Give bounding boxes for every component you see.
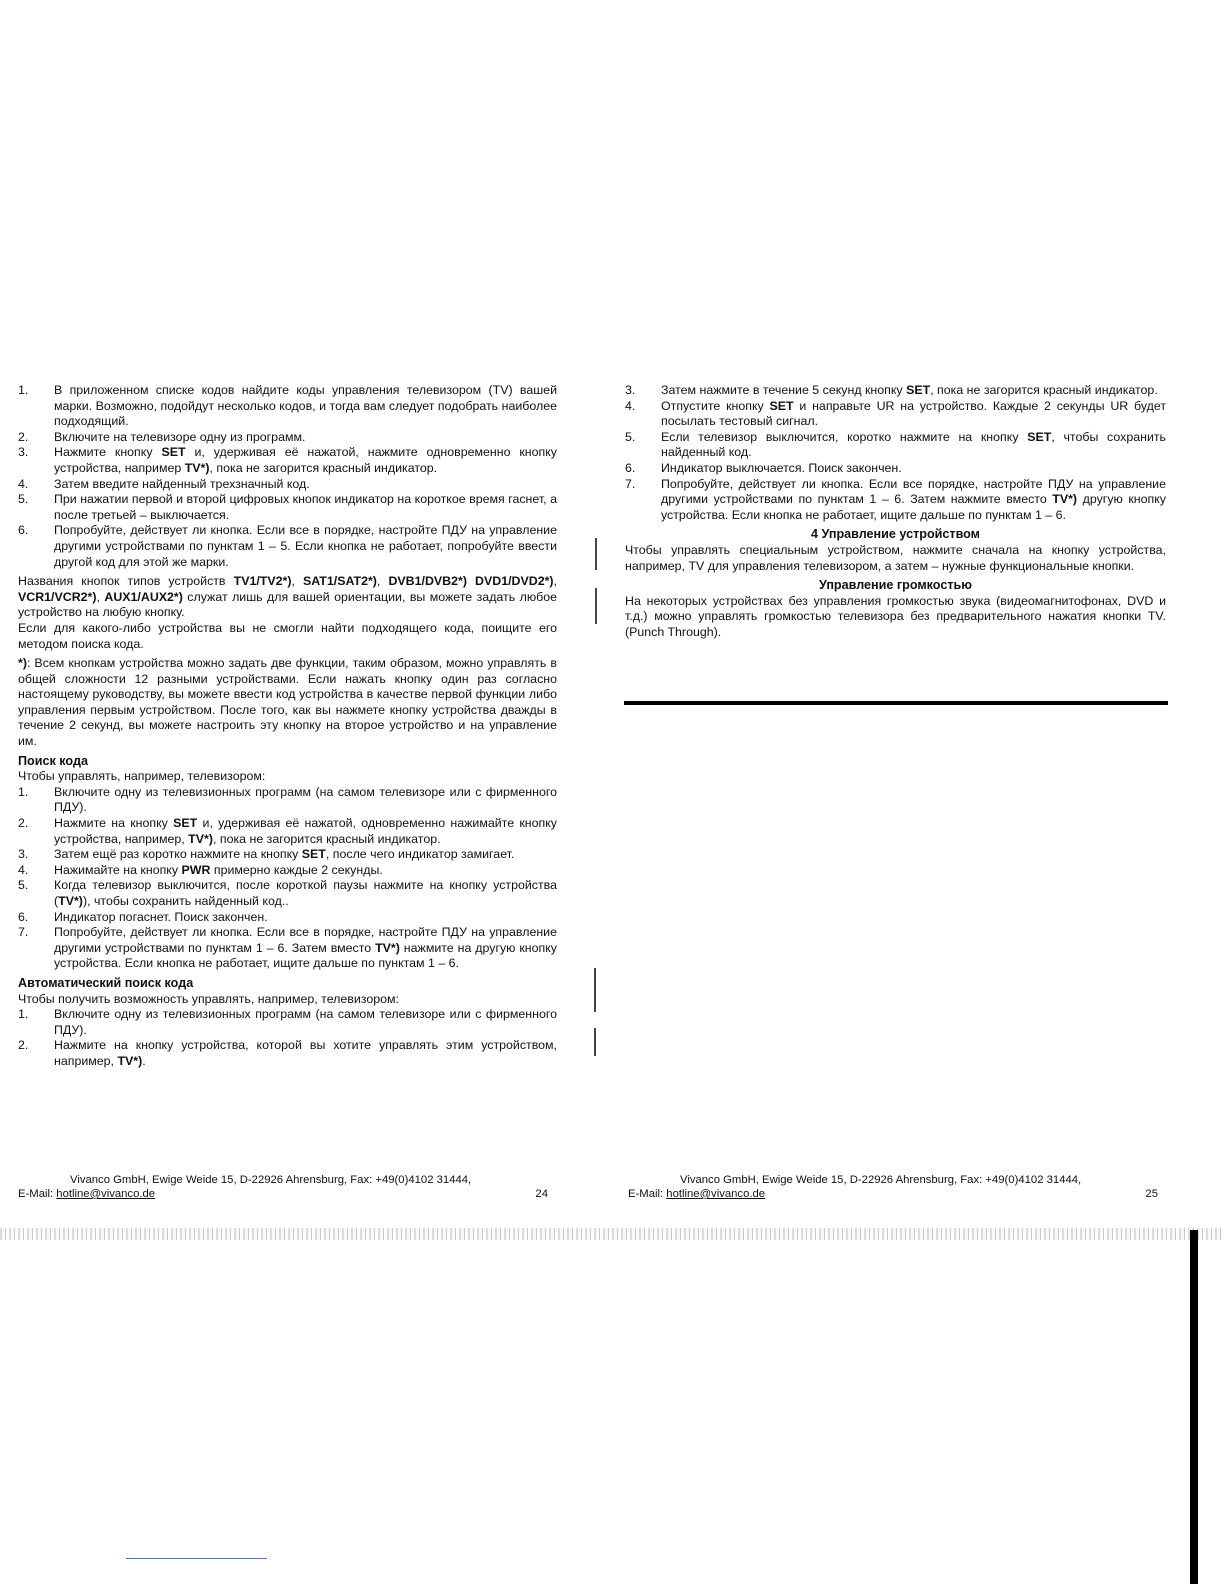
- section-heading-volume: Управление громкостью: [818, 578, 973, 593]
- list-item-text: Индикатор погаснет. Поиск закончен.: [54, 909, 268, 924]
- setup-steps-list: [18, 383, 557, 570]
- list-item-text: Попробуйте, действует ли кнопка. Если все порядке, настройте ПДУ на управление другими устройствами по пунктам 1 – 6. Затем нажмите вместо TV*) другую кнопку устройства. Если кнопка не работает, ищите дальше по пунктам 1 – 6.: [661, 476, 1166, 522]
- binding-mark: [594, 968, 596, 1012]
- binding-mark: [594, 1028, 596, 1056]
- list-item-text: Попробуйте, действует ли кнопка. Если все в порядке, настройте ПДУ на управление другими устройствами по пунктам 1 – 6. Затем вместо TV*) нажмите на другую кнопку устройства. Если кнопка не работает, ищите дальше по пунктам 1 – 6.: [54, 925, 557, 971]
- list-item-number: 6.: [18, 909, 29, 924]
- list-item-text: Нажмите на кнопку SET и, удерживая её нажатой, одновременно нажимайте кнопку устройства, например, TV*), пока не загорится красный индикатор.: [54, 816, 557, 846]
- footer-email-line: [18, 1187, 548, 1201]
- footer-right: [628, 1173, 1158, 1201]
- list-item-number: 2.: [18, 816, 29, 831]
- list-item: [18, 925, 557, 972]
- list-item-number: 3.: [18, 445, 29, 460]
- device-control-paragraph: Чтобы управлять специальным устройством, нажмите сначала на кнопку устройства, например, TV для управления телевизором, а затем – нужные функциональные кнопки.: [625, 542, 1166, 573]
- section-end-rule: [624, 701, 1168, 705]
- footer-left: [18, 1173, 548, 1201]
- list-item-text: Нажмите на кнопку устройства, которой вы хотите управлять этим устройством, например, TV*).: [54, 1038, 557, 1068]
- scan-blue-line: [126, 1558, 267, 1559]
- list-item-number: 5.: [625, 429, 636, 444]
- list-item-number: 1.: [18, 383, 29, 397]
- footnote-paragraph: *): Всем кнопкам устройства можно задать две функции, таким образом, можно управлять в общей сложности 12 разными устройствами. Если нажать кнопку один раз согласно настоящему руководству, вы можете ввести код устройства в качестве первой функции либо управления первым устройством. После того, как вы нажмете кнопку устройства дважды в течение 2 секунд, вы можете настроить эту кнопку на второе устройство и на управление им.: [18, 656, 557, 749]
- list-item-number: 3.: [625, 383, 636, 397]
- auto-search-steps-continued: [625, 383, 1166, 523]
- list-item: [18, 383, 557, 430]
- volume-paragraph: На некоторых устройствах без управления громкостью звука (видеомагнитофонах, DVD и т.д.) можно управлять громкостью телевизора без предварительного нажатия кнопки TV. (Punch Through).: [625, 593, 1166, 639]
- list-item: [18, 430, 557, 446]
- list-item-number: 7.: [625, 476, 636, 491]
- email-link[interactable]: hotline@vivanco.de: [56, 1188, 156, 1200]
- list-item: [18, 445, 557, 476]
- list-item-text: Если телевизор выключится, коротко нажмите на кнопку SET, чтобы сохранить найденный код.: [661, 429, 1167, 460]
- list-item-number: 3.: [18, 847, 29, 862]
- page-number: 25: [1145, 1188, 1158, 1200]
- list-item: [18, 878, 557, 909]
- search-hint-paragraph: Если для какого-либо устройства вы не смогли найти подходящего кода, поищите его методом поиска кода.: [18, 620, 557, 651]
- device-buttons-paragraph: Названия кнопок типов устройств TV1/TV2*), SAT1/SAT2*), DVB1/DVB2*) DVD1/DVD2*), VCR1/VCR2*), AUX1/AUX2*) служат лишь для вашей ориентации, вы можете задать любое устройство на любую кнопку.: [18, 574, 558, 620]
- list-item-number: 1.: [18, 784, 29, 799]
- code-search-intro: Чтобы управлять, например, телевизором:: [18, 769, 266, 784]
- left-page: [18, 383, 557, 1070]
- list-item-number: 6.: [625, 460, 636, 475]
- list-item-text: Индикатор выключается. Поиск закончен.: [661, 460, 902, 475]
- scan-edge-bar: [1190, 1230, 1198, 1584]
- list-item-number: 7.: [18, 925, 29, 940]
- list-item-text: Попробуйте, действует ли кнопка. Если все в порядке, настройте ПДУ на управление другими устройствами по пунктам 1 – 5. Если кнопка не работает, попробуйте ввести другой код для этой же марки.: [54, 523, 557, 569]
- auto-search-intro: Чтобы получить возможность управлять, например, телевизором:: [18, 991, 399, 1006]
- list-item-number: 5.: [18, 878, 29, 893]
- footer-email-line: [628, 1187, 1158, 1201]
- email-label: E-Mail:: [18, 1188, 54, 1200]
- code-search-steps-list: [18, 785, 557, 972]
- list-item-text: Отпустите кнопку SET и направьте UR на устройство. Каждые 2 секунды UR будет посылать тестовый сигнал.: [661, 398, 1166, 429]
- list-item: [18, 847, 557, 863]
- list-item: [18, 910, 557, 926]
- list-item-text: Включите одну из телевизионных программ (на самом телевизоре или с фирменного ПДУ).: [54, 784, 557, 815]
- page-number: 24: [535, 1188, 548, 1200]
- list-item-text: Затем введите найденный трехзначный код.: [54, 476, 310, 491]
- binding-mark: [595, 588, 597, 624]
- list-item-number: 4.: [18, 862, 29, 877]
- list-item-number: 5.: [18, 492, 29, 507]
- list-item-text: Затем нажмите в течение 5 секунд кнопку SET, пока не загорится красный индикатор.: [661, 383, 1158, 397]
- list-item: [625, 383, 1166, 399]
- list-item: [625, 461, 1166, 477]
- auto-search-steps-list: [18, 1007, 557, 1069]
- list-item: [18, 477, 557, 493]
- list-item: [18, 1038, 557, 1069]
- list-item: [18, 523, 557, 570]
- section-heading-auto-search: Автоматический поиск кода: [18, 975, 194, 990]
- list-item-text: В приложенном списке кодов найдите коды управления телевизором (TV) вашей марки. Возможно, подойдут несколько кодов, и тогда вам следует подобрать наиболее подходящий.: [54, 383, 557, 429]
- binding-mark: [595, 538, 597, 570]
- list-item: [18, 785, 557, 816]
- list-item-text: Нажмите кнопку SET и, удерживая её нажатой, нажмите одновременно кнопку устройства, например TV*), пока не загорится красный индикатор.: [54, 445, 557, 475]
- list-item-text: Когда телевизор выключится, после короткой паузы нажмите на кнопку устройства (TV*)), чтобы сохранить найденный код..: [54, 878, 557, 908]
- list-item-number: 4.: [18, 476, 29, 491]
- list-item-number: 1.: [18, 1007, 29, 1022]
- list-item-number: 2.: [18, 429, 29, 444]
- list-item: [625, 430, 1166, 461]
- list-item-number: 6.: [18, 523, 29, 538]
- list-item-text: Включите одну из телевизионных программ (на самом телевизоре или с фирменного ПДУ).: [54, 1007, 557, 1037]
- footer-address: Vivanco GmbH, Ewige Weide 15, D-22926 Ahrensburg, Fax: +49(0)4102 31444,: [680, 1174, 1082, 1186]
- list-item: [18, 816, 557, 847]
- list-item: [18, 1007, 557, 1038]
- section-heading-code-search: Поиск кода: [18, 753, 88, 768]
- list-item-text: Затем ещё раз коротко нажмите на кнопку SET, после чего индикатор замигает.: [54, 847, 515, 862]
- list-item-number: 4.: [625, 398, 636, 413]
- footer-address: Vivanco GmbH, Ewige Weide 15, D-22926 Ahrensburg, Fax: +49(0)4102 31444,: [70, 1174, 472, 1186]
- email-label: E-Mail:: [628, 1188, 664, 1200]
- list-item: [18, 863, 557, 879]
- list-item-text: При нажатии первой и второй цифровых кнопок индикатор на короткое время гаснет, а после третьей – выключается.: [54, 492, 557, 522]
- list-item: [18, 492, 557, 523]
- list-item: [625, 399, 1166, 430]
- list-item: [625, 477, 1166, 524]
- section-heading-device-control: 4 Управление устройством: [810, 527, 980, 542]
- right-page: [625, 383, 1166, 641]
- list-item-text: Включите на телевизоре одну из программ.: [54, 429, 306, 444]
- email-link[interactable]: hotline@vivanco.de: [666, 1188, 766, 1200]
- scan-noise-strip: [0, 1228, 1224, 1240]
- list-item-number: 2.: [18, 1038, 29, 1053]
- list-item-text: Нажимайте на кнопку PWR примерно каждые 2 секунды.: [54, 862, 383, 877]
